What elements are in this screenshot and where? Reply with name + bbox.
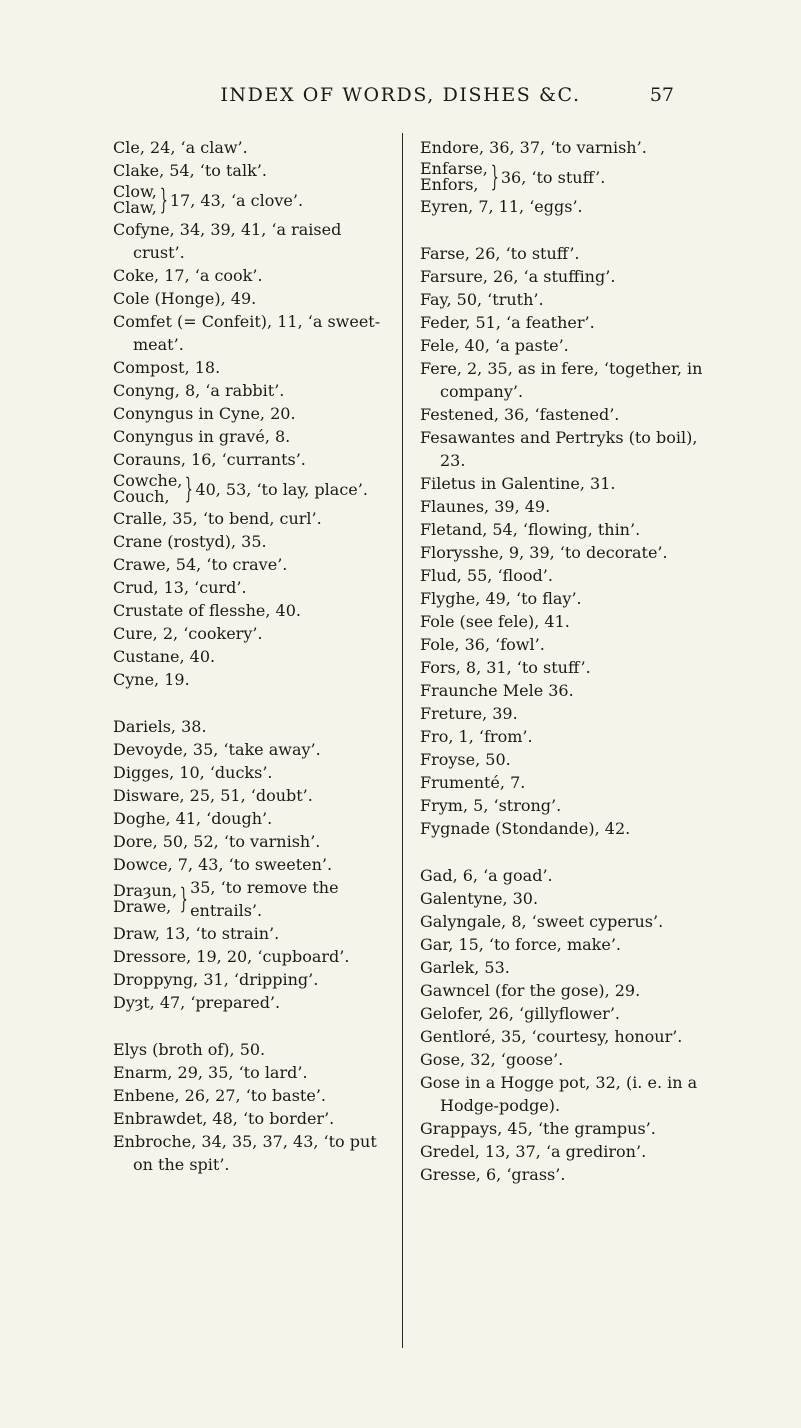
index-entry-group xyxy=(113,876,385,922)
index-entry: Gredel, 13, 37, ‘a grediron’. xyxy=(420,1142,647,1161)
headword: Drawe, xyxy=(113,897,172,916)
index-entry: Gose in a Hogge pot, 32, (i. e. in a Hodge-podge). xyxy=(420,1073,698,1115)
index-entry: Dyȝt, 47, ‘prepared’. xyxy=(113,993,281,1012)
index-entry: Gar, 15, ‘to force, make’. xyxy=(420,935,621,954)
headword-variants xyxy=(113,471,182,507)
index-entry-group xyxy=(113,471,385,507)
page-number: 57 xyxy=(649,84,674,106)
entry-description: 36, ‘to stuff’. xyxy=(500,167,606,187)
index-entry-group xyxy=(420,159,711,195)
index-entry: Gawncel (for the gose), 29. xyxy=(420,981,641,1000)
index-entry: Conyng, 8, ‘a rabbit’. xyxy=(113,381,285,400)
headword: Clow, xyxy=(113,182,157,201)
index-entry: Grappays, 45, ‘the grampus’. xyxy=(420,1119,656,1138)
index-entry: Filetus in Galentine, 31. xyxy=(420,474,616,493)
index-entry: Cole (Honge), 49. xyxy=(113,289,257,308)
index-entry: Fay, 50, ‘truth’. xyxy=(420,290,544,309)
index-entry: Fro, 1, ‘from’. xyxy=(420,727,533,746)
index-entry: Gresse, 6, ‘grass’. xyxy=(420,1165,566,1184)
headword: Enfors, xyxy=(420,175,479,194)
index-entry: Cofyne, 34, 39, 41, ‘a raised crust’. xyxy=(113,220,342,262)
column-divider xyxy=(402,133,403,1348)
index-entry: Cure, 2, ‘cookery’. xyxy=(113,624,263,643)
index-entry: Fygnade (Stondande), 42. xyxy=(420,819,631,838)
index-entry: Farsure, 26, ‘a stuffing’. xyxy=(420,267,616,286)
brace-glyph: } xyxy=(185,472,194,505)
index-entry: Gose, 32, ‘goose’. xyxy=(420,1050,564,1069)
left-index-column xyxy=(113,136,385,1176)
index-entry: Dressore, 19, 20, ‘cupboard’. xyxy=(113,947,350,966)
index-entry: Compost, 18. xyxy=(113,358,221,377)
index-entry: Cle, 24, ‘a claw’. xyxy=(113,138,248,157)
index-entry: Crud, 13, ‘curd’. xyxy=(113,578,247,597)
index-entry: Endore, 36, 37, ‘to varnish’. xyxy=(420,138,647,157)
index-entry: Frumenté, 7. xyxy=(420,773,526,792)
index-entry: Garlek, 53. xyxy=(420,958,510,977)
index-entry: Frym, 5, ‘strong’. xyxy=(420,796,562,815)
index-entry: Galyngale, 8, ‘sweet cyperus’. xyxy=(420,912,664,931)
running-title: INDEX OF WORDS, DISHES &C. xyxy=(220,84,581,106)
index-entry: Enbrawdet, 48, ‘to border’. xyxy=(113,1109,335,1128)
index-entry: Eyren, 7, 11, ‘eggs’. xyxy=(420,197,583,216)
headword: Claw, xyxy=(113,198,157,217)
index-entry: Corauns, 16, ‘currants’. xyxy=(113,450,306,469)
index-entry: Gentloré, 35, ‘courtesy, honour’. xyxy=(420,1027,683,1046)
index-entry: Digges, 10, ‘ducks’. xyxy=(113,763,273,782)
index-entry: Fere, 2, 35, as in fere, ‘together, in company’. xyxy=(420,359,703,401)
index-entry: Flaunes, 39, 49. xyxy=(420,497,551,516)
index-entry: Crustate of flesshe, 40. xyxy=(113,601,301,620)
index-entry: Farse, 26, ‘to stuff’. xyxy=(420,244,580,263)
index-entry: Freture, 39. xyxy=(420,704,518,723)
index-entry: Cralle, 35, ‘to bend, curl’. xyxy=(113,509,322,528)
entry-description: 40, 53, ‘to lay, place’. xyxy=(195,479,368,499)
page-header xyxy=(0,84,801,114)
index-entry: Coke, 17, ‘a cook’. xyxy=(113,266,263,285)
headword-variants xyxy=(420,159,488,195)
index-entry: Enarm, 29, 35, ‘to lard’. xyxy=(113,1063,308,1082)
right-index-column xyxy=(420,136,711,1186)
index-entry: Fole (see fele), 41. xyxy=(420,612,570,631)
index-entry: Custane, 40. xyxy=(113,647,216,666)
index-entry: Feder, 51, ‘a feather’. xyxy=(420,313,595,332)
index-entry: Dariels, 38. xyxy=(113,717,207,736)
index-entry-group xyxy=(113,182,385,218)
index-entry: Doghe, 41, ‘dough’. xyxy=(113,809,273,828)
headword-variants xyxy=(113,182,157,218)
index-entry: Conyngus in Cyne, 20. xyxy=(113,404,296,423)
index-entry: Fraunche Mele 36. xyxy=(420,681,574,700)
index-entry: Clake, 54, ‘to talk’. xyxy=(113,161,267,180)
headword-variants xyxy=(113,881,177,917)
index-entry: Flyghe, 49, ‘to flay’. xyxy=(420,589,582,608)
index-entry: Galentyne, 30. xyxy=(420,889,539,908)
index-entry: Comfet (= Confeit), 11, ‘a sweet-meat’. xyxy=(113,312,381,354)
index-entry: Gelofer, 26, ‘gillyflower’. xyxy=(420,1004,620,1023)
index-entry: Fletand, 54, ‘flowing, thin’. xyxy=(420,520,641,539)
index-entry: Conyngus in gravé, 8. xyxy=(113,427,291,446)
index-entry: Devoyde, 35, ‘take away’. xyxy=(113,740,321,759)
index-entry: Festened, 36, ‘fastened’. xyxy=(420,405,620,424)
index-entry: Dore, 50, 52, ‘to varnish’. xyxy=(113,832,321,851)
index-entry: Crane (rostyd), 35. xyxy=(113,532,267,551)
headword: Cowche, xyxy=(113,471,183,490)
index-entry: Draw, 13, ‘to strain’. xyxy=(113,924,280,943)
index-entry: Flud, 55, ‘flood’. xyxy=(420,566,553,585)
index-entry: Cyne, 19. xyxy=(113,670,190,689)
index-entry: Fole, 36, ‘fowl’. xyxy=(420,635,545,654)
brace-glyph: } xyxy=(179,882,188,915)
headword: Draȝun, xyxy=(113,881,178,900)
index-entry: Enbroche, 34, 35, 37, 43, ‘to put on the spit’. xyxy=(113,1132,377,1174)
index-entry: Gad, 6, ‘a goad’. xyxy=(420,866,553,885)
index-entry: Fele, 40, ‘a paste’. xyxy=(420,336,569,355)
index-entry: Froyse, 50. xyxy=(420,750,511,769)
index-entry: Crawe, 54, ‘to crave’. xyxy=(113,555,288,574)
index-entry: Fors, 8, 31, ‘to stuff’. xyxy=(420,658,591,677)
brace-glyph: } xyxy=(159,183,168,216)
index-entry: Elys (broth of), 50. xyxy=(113,1040,266,1059)
index-entry: Droppyng, 31, ‘dripping’. xyxy=(113,970,319,989)
index-entry: Enbene, 26, 27, ‘to baste’. xyxy=(113,1086,326,1105)
brace-glyph: } xyxy=(490,160,499,193)
entry-description: 17, 43, ‘a clove’. xyxy=(169,190,304,210)
entry-description: 35, ‘to remove the entrails’. xyxy=(190,878,339,920)
headword: Enfarse, xyxy=(420,159,488,178)
index-entry: Florysshe, 9, 39, ‘to decorate’. xyxy=(420,543,668,562)
headword: Couch, xyxy=(113,487,170,506)
index-entry: Disware, 25, 51, ‘doubt’. xyxy=(113,786,313,805)
index-entry: Fesawantes and Pertryks (to boil), 23. xyxy=(420,428,698,470)
index-entry: Dowce, 7, 43, ‘to sweeten’. xyxy=(113,855,333,874)
